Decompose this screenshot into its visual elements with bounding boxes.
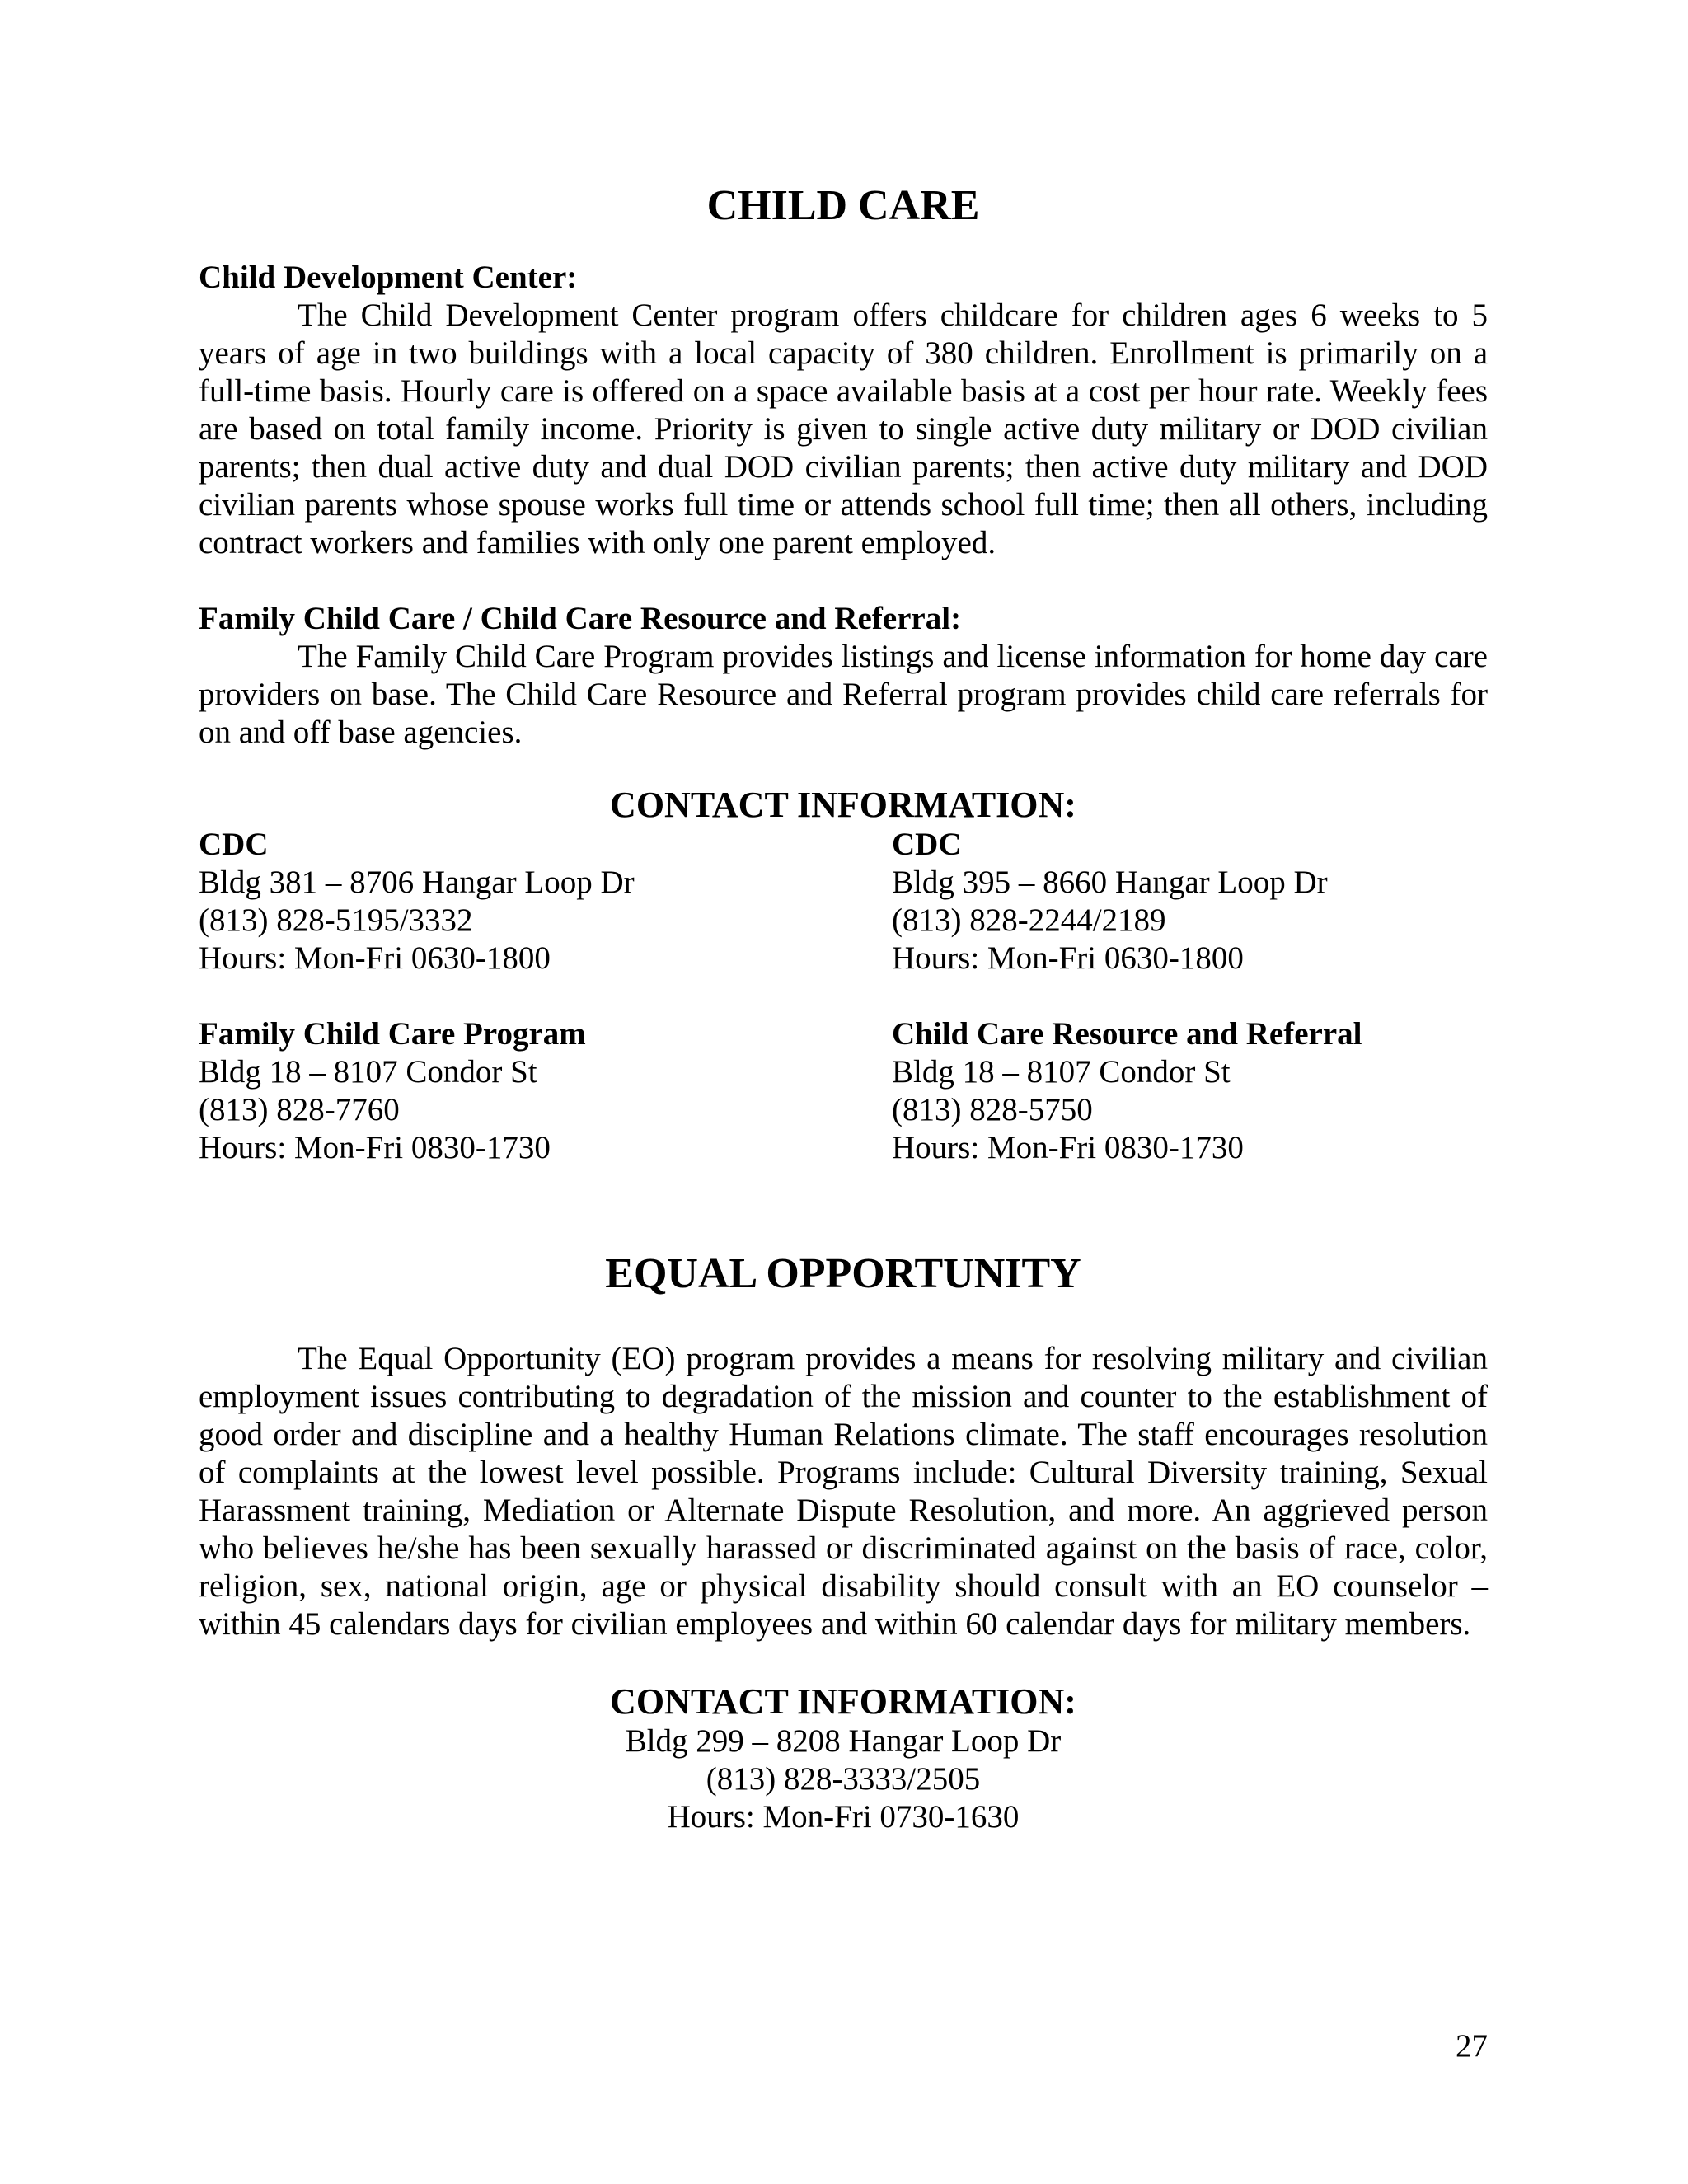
equal-opportunity-title: EQUAL OPPORTUNITY	[605, 1250, 1081, 1297]
child-care-title: CHILD CARE	[706, 182, 980, 229]
contact-name: CDC	[199, 827, 269, 862]
cdc-heading: Child Development Center:	[199, 260, 578, 295]
contact-address: Bldg 18 – 8107 Condor St	[892, 1054, 1231, 1090]
contact-address: Bldg 18 – 8107 Condor St	[199, 1054, 537, 1090]
fcc-heading: Family Child Care / Child Care Resource and Referral:	[199, 601, 962, 636]
eo-phone: (813) 828-3333/2505	[706, 1761, 981, 1797]
contact-phone: (813) 828-7760	[199, 1092, 400, 1127]
child-care-contacts	[199, 826, 1488, 1167]
contact-phone: (813) 828-2244/2189	[892, 902, 1166, 938]
eo-contact-title: CONTACT INFORMATION:	[610, 1681, 1076, 1722]
contact-name: Child Care Resource and Referral	[892, 1016, 1362, 1052]
contact-hours: Hours: Mon-Fri 0830-1730	[892, 1130, 1244, 1165]
contact-block	[892, 1015, 1488, 1167]
contact-name: Family Child Care Program	[199, 1016, 586, 1052]
contact-address: Bldg 395 – 8660 Hangar Loop Dr	[892, 865, 1328, 900]
fcc-paragraph: The Family Child Care Program provides listings and license information for home day care providers on base. The Child Care Resource and Referral program provides child care referrals for on and off base agencies.	[199, 639, 1488, 750]
document-page	[199, 181, 1488, 1836]
contact-hours: Hours: Mon-Fri 0630-1800	[199, 940, 551, 976]
eo-address: Bldg 299 – 8208 Hangar Loop Dr	[625, 1723, 1062, 1759]
contact-block	[892, 826, 1488, 977]
contact-block	[199, 1015, 892, 1167]
contact-name: CDC	[892, 827, 962, 862]
contact-hours: Hours: Mon-Fri 0630-1800	[892, 940, 1244, 976]
contact-address: Bldg 381 – 8706 Hangar Loop Dr	[199, 865, 635, 900]
child-care-contact-title: CONTACT INFORMATION:	[610, 785, 1076, 825]
contact-phone: (813) 828-5750	[892, 1092, 1093, 1127]
eo-paragraph: The Equal Opportunity (EO) program provides a means for resolving military and civilian employment issues contributing to degradation of the mission and counter to the establishment of good order and discipline and a healthy Human Relations climate. The staff encourages resolution of complaints at the lowest level possible. Programs include: Cultural Diversity training, Sexual Harassment training, Mediation or Alternate Dispute Resolution, and more. An aggrieved person who believes he/she has been sexually harassed or discriminated against on the basis of race, color, religion, sex, national origin, age or physical disability should consult with an EO counselor – within 45 calendars days for civilian employees and within 60 calendar days for military members.	[199, 1341, 1488, 1642]
contact-block	[199, 826, 892, 977]
eo-hours: Hours: Mon-Fri 0730-1630	[667, 1799, 1020, 1835]
cdc-paragraph: The Child Development Center program offers childcare for children ages 6 weeks to 5 years of age in two buildings with a local capacity of 380 children. Enrollment is primarily on a full-time basis. Hourly care is offered on a space available basis at a cost per hour rate. Weekly fees are based on total family income. Priority is given to single active duty military or DOD civilian parents; then dual active duty and dual DOD civilian parents; then active duty military and DOD civilian parents whose spouse works full time or attends school full time; then all others, including contract workers and families with only one parent employed.	[199, 298, 1488, 560]
page-number: 27	[1456, 2028, 1488, 2064]
contact-phone: (813) 828-5195/3332	[199, 902, 473, 938]
contact-hours: Hours: Mon-Fri 0830-1730	[199, 1130, 551, 1165]
